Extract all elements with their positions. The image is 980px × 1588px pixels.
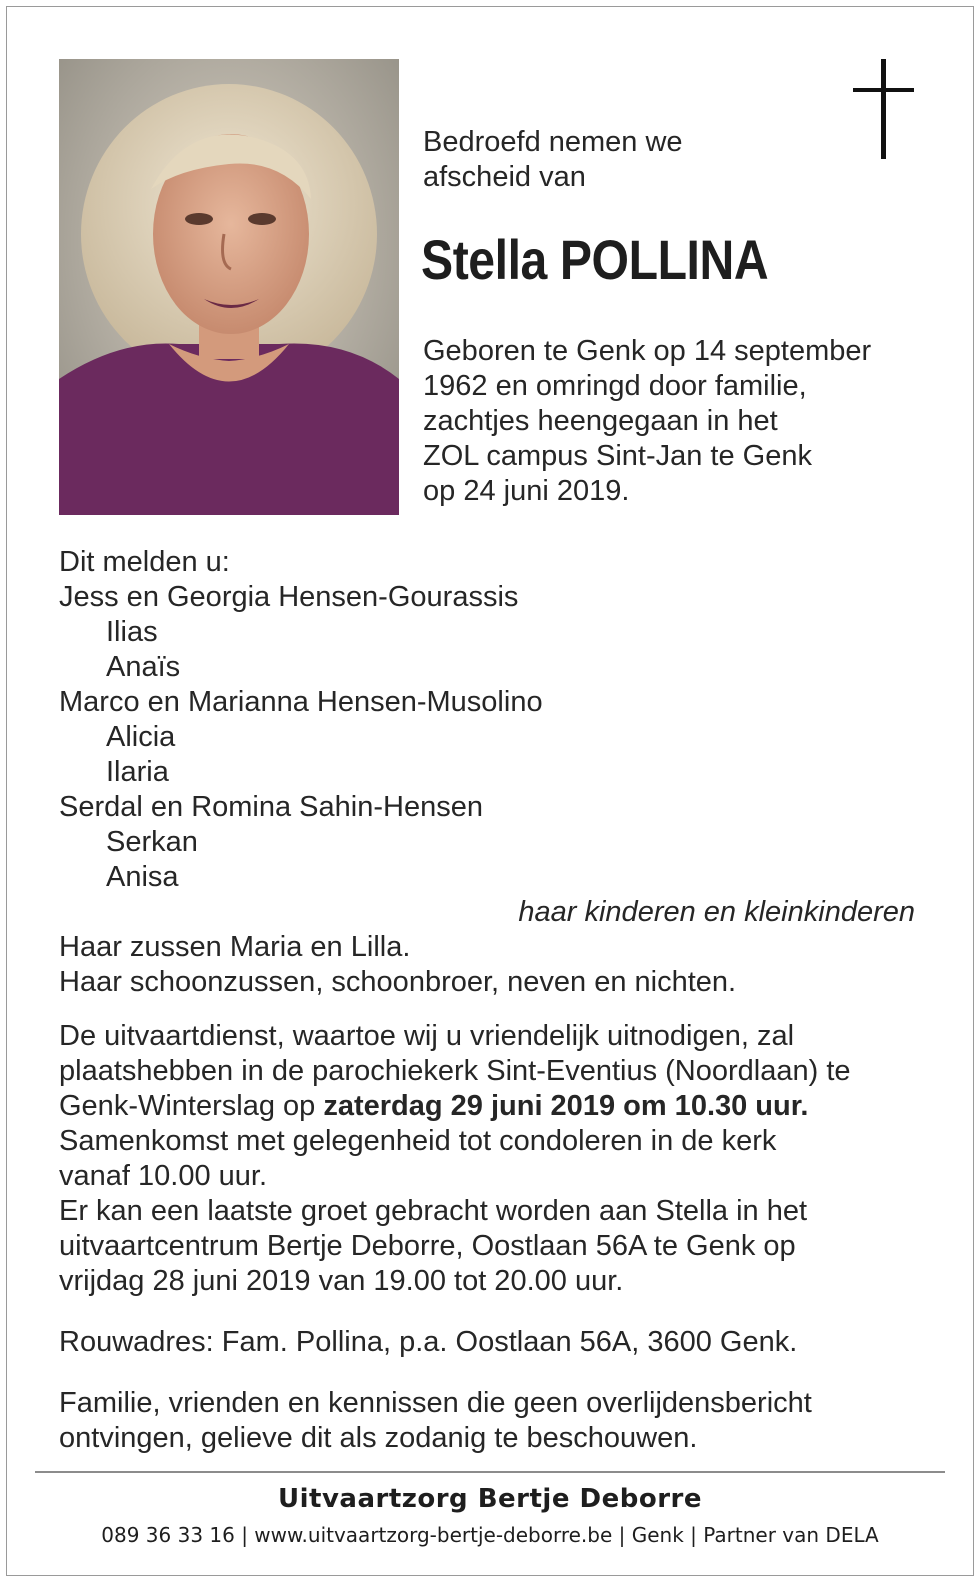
details-line: zachtjes heengegaan in het: [423, 405, 778, 437]
portrait-image: [59, 59, 399, 515]
details-line: 1962 en omringd door familie,: [423, 370, 807, 402]
spacer: [59, 1360, 915, 1386]
details-line: op 24 juni 2019.: [423, 475, 630, 507]
cross-icon: [853, 59, 917, 159]
service-line: vanaf 10.00 uur.: [59, 1160, 267, 1192]
service-line: Samenkomst met gelegenheid tot condoleren in de kerk: [59, 1125, 777, 1157]
funeral-home-name: Uitvaartzorg Bertje Deborre: [278, 1484, 702, 1514]
deceased-name: Stella POLLINA: [421, 228, 769, 291]
intro-line: Bedroefd nemen we: [423, 126, 683, 158]
intro-text: [423, 125, 683, 195]
closing-line: Familie, vrienden en kennissen die geen overlijdensbericht: [59, 1387, 812, 1419]
grandchild-line: Ilaria: [106, 756, 169, 788]
mourning-address: Rouwadres: Fam. Pollina, p.a. Oostlaan 56A, 3600 Genk.: [59, 1326, 798, 1358]
family-line: Jess en Georgia Hensen-Gourassis: [59, 581, 519, 613]
details-line: ZOL campus Sint-Jan te Genk: [423, 440, 812, 472]
spacer: [59, 1000, 915, 1019]
sisters-line: Haar zussen Maria en Lilla.: [59, 931, 411, 963]
inlaws-line: Haar schoonzussen, schoonbroer, neven en nichten.: [59, 966, 737, 998]
service-line: plaatshebben in de parochiekerk Sint-Eventius (Noordlaan) te: [59, 1055, 851, 1087]
grandchild-line: Anisa: [106, 861, 179, 893]
announcement-body: [59, 545, 915, 1456]
announce-heading: Dit melden u:: [59, 546, 230, 578]
service-line: [59, 1089, 915, 1124]
service-line: uitvaartcentrum Bertje Deborre, Oostlaan 56A te Genk op: [59, 1230, 796, 1262]
family-line: Serdal en Romina Sahin-Hensen: [59, 791, 483, 823]
closing-line: ontvingen, gelieve dit als zodanig te beschouwen.: [59, 1422, 698, 1454]
intro-line: afscheid van: [423, 161, 586, 193]
funeral-home-contact: 089 36 33 16 | www.uitvaartzorg-bertje-deborre.be | Genk | Partner van DELA: [101, 1523, 879, 1547]
service-date-prefix: Genk-Winterslag op: [59, 1090, 324, 1122]
service-line: Er kan een laatste groet gebracht worden aan Stella in het: [59, 1195, 808, 1227]
obituary-card: [6, 6, 974, 1576]
family-line: Marco en Marianna Hensen-Musolino: [59, 686, 543, 718]
grandchild-line: Serkan: [106, 826, 198, 858]
relation-caption: haar kinderen en kleinkinderen: [518, 896, 915, 928]
birth-death-details: [423, 334, 871, 509]
spacer: [59, 1299, 915, 1325]
footer-divider: [35, 1471, 945, 1473]
service-line: De uitvaartdienst, waartoe wij u vriendelijk uitnodigen, zal: [59, 1020, 795, 1052]
grandchild-line: Alicia: [106, 721, 176, 753]
grandchild-line: Anaïs: [106, 651, 181, 683]
service-line: vrijdag 28 juni 2019 van 19.00 tot 20.00 uur.: [59, 1265, 624, 1297]
details-line: Geboren te Genk op 14 september: [423, 335, 872, 367]
service-date: zaterdag 29 juni 2019 om 10.30 uur.: [323, 1090, 809, 1122]
portrait-photo: [59, 59, 399, 515]
grandchild-line: Ilias: [106, 616, 158, 648]
